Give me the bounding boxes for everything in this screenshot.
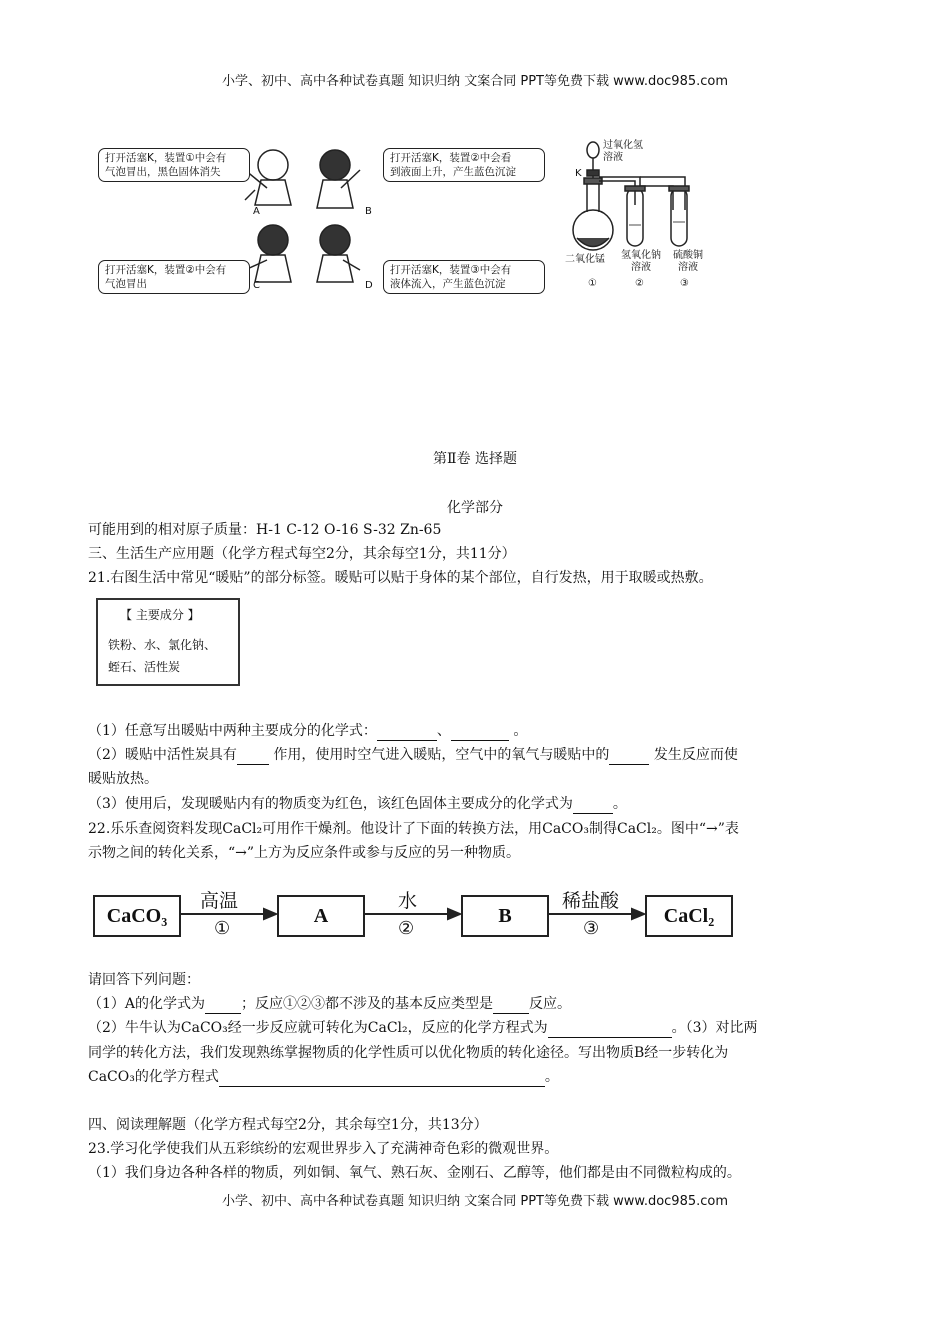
tube2-label: 氢氧化钠 溶液 <box>621 250 661 273</box>
flow-cond1: 高温 <box>200 890 239 912</box>
speech-bubble-c: 打开活塞K，装置②中会有 气泡冒出 <box>98 260 250 294</box>
label-a: A <box>253 206 260 217</box>
q23-sub1: （1）我们身边各种各样的物质，列如铜、氧气、熟石灰、金刚石、乙醇等，他们都是由不同微粒构成的。 <box>88 1165 741 1181</box>
q22-stem1: 22.乐乐查阅资料发现CaCl₂可用作干燥剂。他设计了下面的转换方法，用CaCO₃制得CaCl₂。图中“→”表 <box>88 821 739 837</box>
atomic-mass-line: 可能用到的相对原子质量：H-1 C-12 O-16 S-32 Zn-65 <box>88 522 442 538</box>
label-line1: 铁粉、水、氯化钠、 <box>108 638 217 652</box>
tube3-label: 硫酸铜 溶液 <box>673 250 703 273</box>
chem-title: 化学部分 <box>447 500 503 516</box>
label-c: C <box>253 280 260 291</box>
answer-blank[interactable] <box>205 998 241 1014</box>
flow-cond2: 水 <box>398 890 418 912</box>
q21-sub3: （3）使用后，发现暖贴内有的物质变为红色，该红色固体主要成分的化学式为 。 <box>88 796 627 812</box>
q22-sub1: （1）A的化学式为 ；反应①②③都不涉及的基本反应类型是 反应。 <box>88 996 572 1012</box>
page-footer: 小学、初中、高中各种试卷真题 知识归纳 文案合同 PPT等免费下载 www.doc985.com <box>221 1194 729 1209</box>
q21-sub1: （1）任意写出暖贴中两种主要成分的化学式： 、 。 <box>88 723 528 739</box>
q23-stem: 23.学习化学使我们从五彩缤纷的宏观世界步入了充满神奇色彩的微观世界。 <box>88 1141 559 1157</box>
q22-prompt: 请回答下列问题： <box>88 972 200 988</box>
q21-sub2: （2）暖贴中活性炭具有 作用，使用时空气进入暖贴，空气中的氧气与暖贴中的 发生反应而使 <box>88 747 738 763</box>
flow-box-a: A <box>277 895 365 937</box>
label-title: 【 主要成分 】 <box>120 608 200 622</box>
label-d: D <box>365 280 373 291</box>
num2-label: ② <box>635 278 644 289</box>
answer-blank[interactable] <box>548 1022 672 1038</box>
flow-num1: ① <box>214 918 231 939</box>
q22-sub3: 同学的转化方法，我们发现熟练掌握物质的化学性质可以优化物质的转化途径。写出物质B经一步转化为 <box>88 1045 729 1061</box>
part4-title: 四、阅读理解题（化学方程式每空2分，其余每空1分，共13分） <box>88 1117 488 1133</box>
num1-label: ① <box>588 278 597 289</box>
label-line2: 蛭石、活性炭 <box>108 660 181 674</box>
page-header: 小学、初中、高中各种试卷真题 知识归纳 文案合同 PPT等免费下载 www.doc985.com <box>221 74 729 89</box>
speech-bubble-d: 打开活塞K，装置③中会有 液体流入，产生蓝色沉淀 <box>383 260 545 294</box>
answer-blank[interactable] <box>493 998 529 1014</box>
valve-label: K <box>575 168 582 179</box>
q22-stem2: 示物之间的转化关系，“→”上方为反应条件或参与反应的另一种物质。 <box>88 845 521 861</box>
num3-label: ③ <box>680 278 689 289</box>
q21-stem: 21.右图生活中常见“暖贴”的部分标签。暖贴可以贴于身体的某个部位，自行发热，用于取暖或热敷。 <box>88 570 713 586</box>
q22-sub2: （2）牛牛认为CaCO₃经一步反应就可转化为CaCl₂，反应的化学方程式为 。（3）对比两 <box>88 1020 758 1036</box>
speech-bubble-a: 打开活塞K，装置①中会有 气泡冒出，黑色固体消失 <box>98 148 250 182</box>
section2-title: 第Ⅱ卷 选择题 <box>433 451 517 467</box>
flask1-label: 二氧化锰 <box>565 254 605 265</box>
q21-sub2-cont: 暖贴放热。 <box>88 771 158 787</box>
flow-num2: ② <box>398 918 415 939</box>
funnel-label: 过氧化氢 溶液 <box>603 140 643 163</box>
flow-box-cacl2: CaCl₂ <box>645 895 733 937</box>
part3-title: 三、生活生产应用题（化学方程式每空2分，其余每空1分，共11分） <box>88 546 516 562</box>
speech-bubble-b: 打开活塞K，装置②中会看 到液面上升，产生蓝色沉淀 <box>383 148 545 182</box>
flow-box-caco3: CaCO₃ <box>93 895 181 937</box>
flow-cond3: 稀盐酸 <box>562 890 620 912</box>
flow-num3: ③ <box>583 918 600 939</box>
label-b: B <box>365 206 372 217</box>
flow-box-b: B <box>461 895 549 937</box>
q22-sub3-cont: CaCO₃的化学方程式 。 <box>88 1069 559 1085</box>
answer-blank[interactable] <box>219 1071 545 1087</box>
